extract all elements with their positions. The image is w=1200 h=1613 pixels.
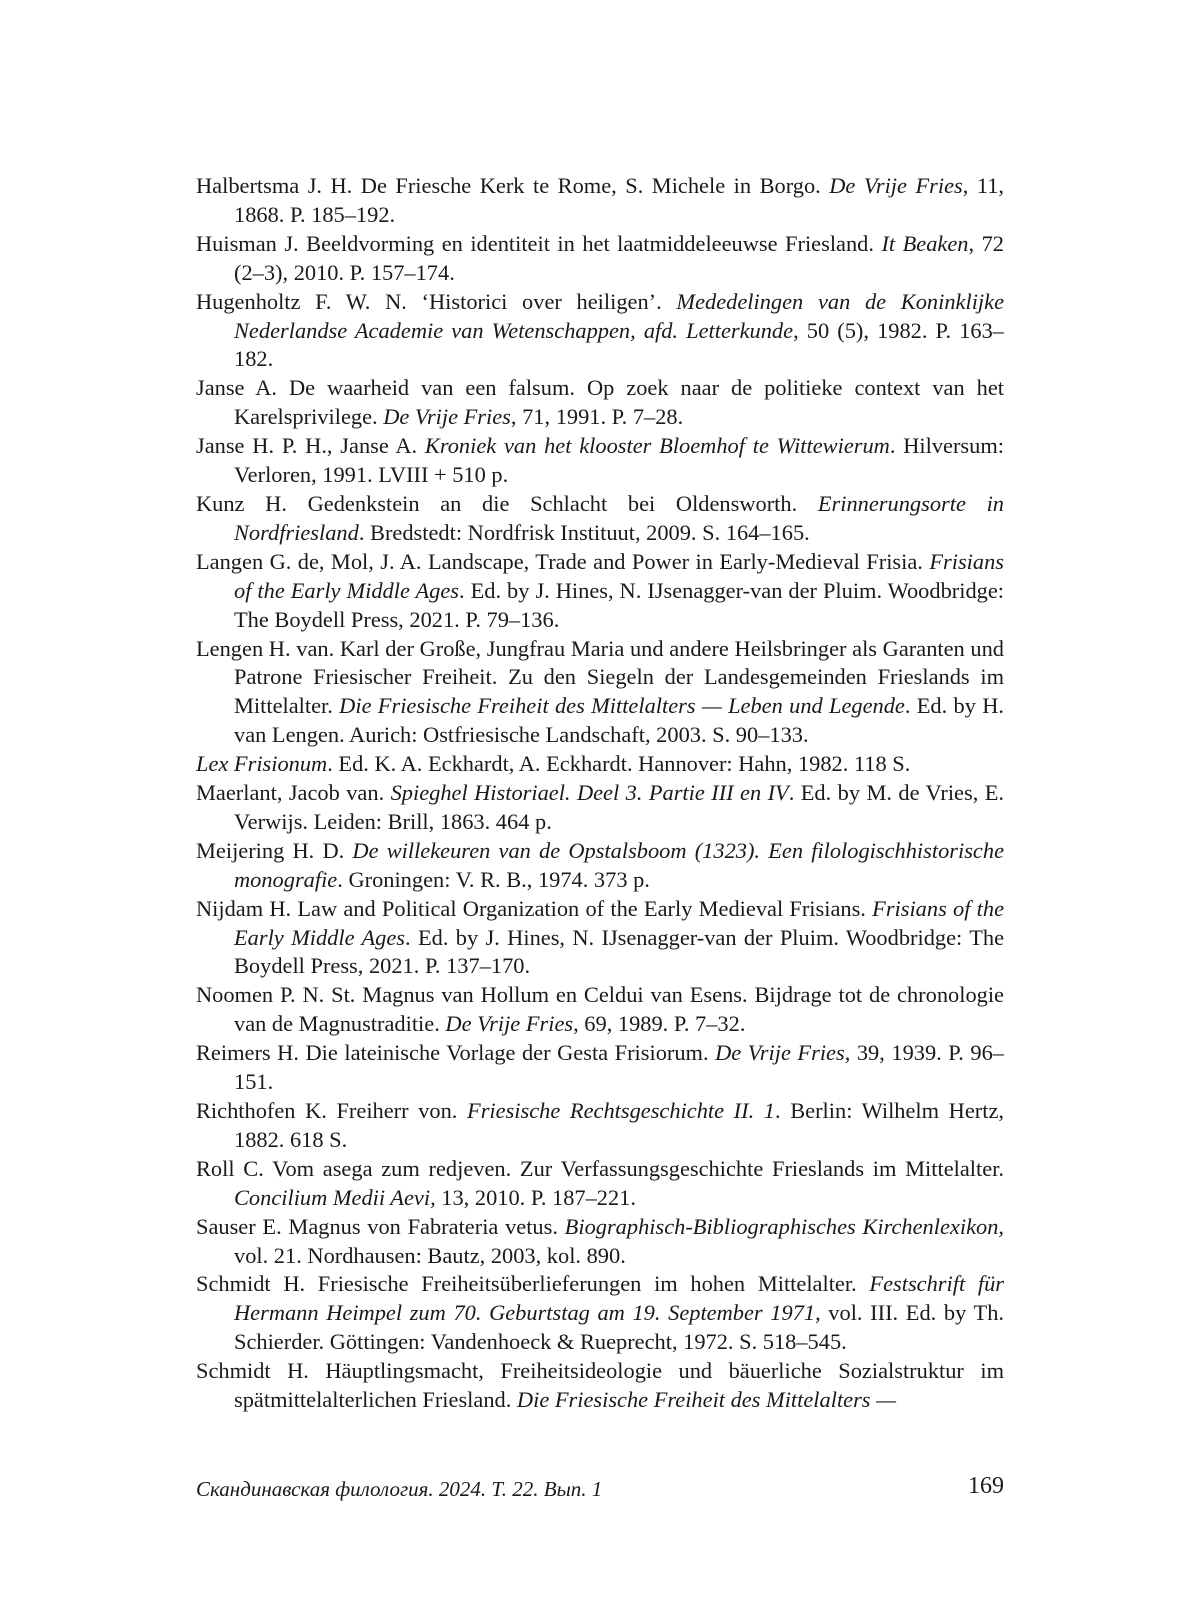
reference-title: Friesische Rechtsgeschichte II. 1 — [467, 1098, 776, 1123]
reference-entry — [196, 1097, 1004, 1155]
reference-title: De willekeuren van de Opstalsboom (1323). Een filologischhistorische monografie — [234, 837, 1005, 892]
reference-entry — [196, 1357, 1004, 1415]
reference-title: Biographisch-Bibliographisches Kirchenlexikon, — [564, 1213, 1005, 1239]
reference-text: Lengen H. van. Karl der Große, Jungfrau Maria und andere Heilsbringer als Garanten und Patrone Friesischer Freiheit. Zu den Siegeln der Landesgemeinden Frieslands im Mittelalter. — [196, 635, 1004, 719]
reference-title: De Vrije Fries — [715, 1040, 845, 1066]
reference-text: Maerlant, Jacob van. — [196, 780, 391, 806]
reference-title: Mededelingen van de Koninklijke Nederlandse Academie van Wetenschappen, afd. Letterkunde — [234, 288, 1005, 343]
reference-title: De Vrije Fries — [445, 1011, 574, 1037]
reference-details: . Hilversum: Verloren, 1991. LVIII + 510 p. — [234, 433, 1004, 488]
reference-list — [196, 172, 1004, 1415]
reference-title: Die Friesische Freiheit des Mittelalters — — [516, 1387, 897, 1413]
reference-details: . Ed. by J. Hines, N. IJsenagger-van der Pluim. Woodbridge: The Boydell Press, 2021. P. 79–136. — [234, 577, 1004, 632]
reference-details: . Ed. by H. van Lengen. Aurich: Ostfriesische Landschaft, 2003. S. 90–133. — [234, 693, 1004, 748]
reference-details: , 50 (5), 1982. P. 163–182. — [234, 317, 1004, 372]
reference-text: Noomen P. N. St. Magnus van Hollum en Celdui van Esens. Bijdrage tot de chronologie van de Magnustraditie. — [196, 982, 1004, 1037]
reference-text: Meijering H. D. — [196, 837, 353, 863]
reference-text: Halbertsma J. H. De Friesche Kerk te Rome, S. Michele in Borgo. — [196, 173, 830, 198]
reference-details: , 71, 1991. P. 7–28. — [510, 404, 684, 430]
reference-entry — [196, 288, 1004, 375]
reference-title: Erinnerungsorte in Nordfriesland — [234, 490, 1004, 545]
reference-details: , 72 (2–3), 2010. P. 157–174. — [234, 230, 1004, 285]
reference-entry — [196, 490, 1004, 548]
reference-details: . Berlin: Wilhelm Hertz, 1882. 618 S. — [234, 1098, 1004, 1152]
reference-details: 13, 2010. P. 187–221. — [435, 1184, 636, 1210]
reference-details: , vol. III. Ed. by Th. Schierder. Göttingen: Vandenhoeck & Rueprecht, 1972. S. 518–545. — [234, 1300, 1004, 1355]
reference-entry — [196, 1155, 1004, 1213]
page-number: 169 — [968, 1473, 1004, 1499]
reference-text: Richthofen K. Freiherr von. — [196, 1098, 468, 1123]
reference-title: Die Friesische Freiheit des Mittelalters — Leben und Legende — [339, 693, 905, 719]
reference-entry — [196, 750, 1004, 779]
reference-entry — [196, 1039, 1004, 1097]
reference-entry — [196, 779, 1004, 837]
reference-entry — [196, 432, 1004, 490]
reference-text: Huisman J. Beeldvorming en identiteit in het laatmiddeleeuwse Friesland. — [196, 230, 882, 256]
reference-entry — [196, 981, 1004, 1039]
reference-entry — [196, 837, 1004, 895]
reference-text: Sauser E. Magnus von Fabrateria vetus. — [196, 1213, 565, 1239]
reference-title: Frisians of the Early Middle Ages — [234, 548, 1004, 603]
reference-text: Schmidt H. Friesische Freiheitsüberlieferungen im hohen Mittelalter. — [196, 1271, 870, 1297]
reference-title: Lex Frisionum — [196, 751, 328, 777]
reference-details: vol. 21. Nordhausen: Bautz, 2003, kol. 890. — [234, 1242, 626, 1268]
reference-title: Festschrift für Hermann Heimpel zum 70. Geburtstag am 19. September 1971 — [234, 1271, 1004, 1326]
reference-title: Kroniek van het klooster Bloemhof te Wittewierum — [424, 433, 890, 459]
reference-entry — [196, 895, 1004, 982]
reference-entry — [196, 172, 1004, 230]
reference-text: Reimers H. Die lateinische Vorlage der Gesta Frisiorum. — [196, 1040, 716, 1066]
reference-title: Frisians of the Early Middle Ages — [234, 895, 1005, 950]
reference-details: . Groningen: V. R. B., 1974. 373 p. — [337, 866, 650, 892]
reference-title: De Vrije Fries — [829, 173, 963, 198]
reference-entry — [196, 635, 1004, 751]
reference-details: , 69, 1989. P. 7–32. — [573, 1011, 746, 1037]
reference-details: . Ed. K. A. Eckhardt, A. Eckhardt. Hannover: Hahn, 1982. 118 S. — [327, 751, 911, 777]
reference-details: . Ed. by J. Hines, N. IJsenagger-van der Pluim. Woodbridge: The Boydell Press, 2021. P. 137–170. — [234, 924, 1005, 979]
reference-title: It Beaken — [881, 230, 969, 256]
reference-details: . Bredstedt: Nordfrisk Instituut, 2009. S. 164–165. — [358, 519, 810, 545]
reference-details: , 39, 1939. P. 96–151. — [234, 1040, 1004, 1095]
reference-title: Concilium Medii Aevi, — [234, 1184, 436, 1210]
reference-text: Kunz H. Gedenkstein an die Schlacht bei Oldensworth. — [196, 490, 818, 516]
reference-text: Roll C. Vom asega zum redjeven. Zur Verfassungsgeschichte Frieslands im Mittelalter. — [196, 1155, 1004, 1181]
reference-entry — [196, 230, 1004, 288]
reference-title: Spieghel Historiael. Deel 3. Partie III en IV — [390, 780, 789, 806]
reference-text: Janse A. De waarheid van een falsum. Op zoek naar de politieke context van het Karelsprivilege. — [196, 375, 1004, 430]
journal-citation: Скандинавская филология. 2024. Т. 22. Вып. 1 — [196, 1477, 603, 1501]
reference-details: , 11, 1868. P. 185–192. — [234, 173, 1004, 227]
reference-entry — [196, 548, 1004, 635]
reference-entry — [196, 1213, 1004, 1271]
reference-text: Langen G. de, Mol, J. A. Landscape, Trade and Power in Early-Medieval Frisia. — [196, 548, 930, 574]
reference-text: Janse H. P. H., Janse A. — [196, 433, 425, 459]
reference-details: . Ed. by M. de Vries, E. Verwijs. Leiden: Brill, 1863. 464 p. — [234, 780, 1004, 834]
reference-entry — [196, 374, 1004, 432]
reference-text: Nijdam H. Law and Political Organization of the Early Medieval Frisians. — [196, 895, 873, 921]
reference-text: Schmidt H. Häuptlingsmacht, Freiheitsideologie und bäuerliche Sozialstruktur im spätmittelalterlichen Friesland. — [196, 1358, 1004, 1413]
reference-entry — [196, 1270, 1004, 1357]
reference-text: Hugenholtz F. W. N. ‘Historici over heiligen’. — [196, 288, 677, 314]
reference-title: De Vrije Fries — [383, 404, 511, 430]
